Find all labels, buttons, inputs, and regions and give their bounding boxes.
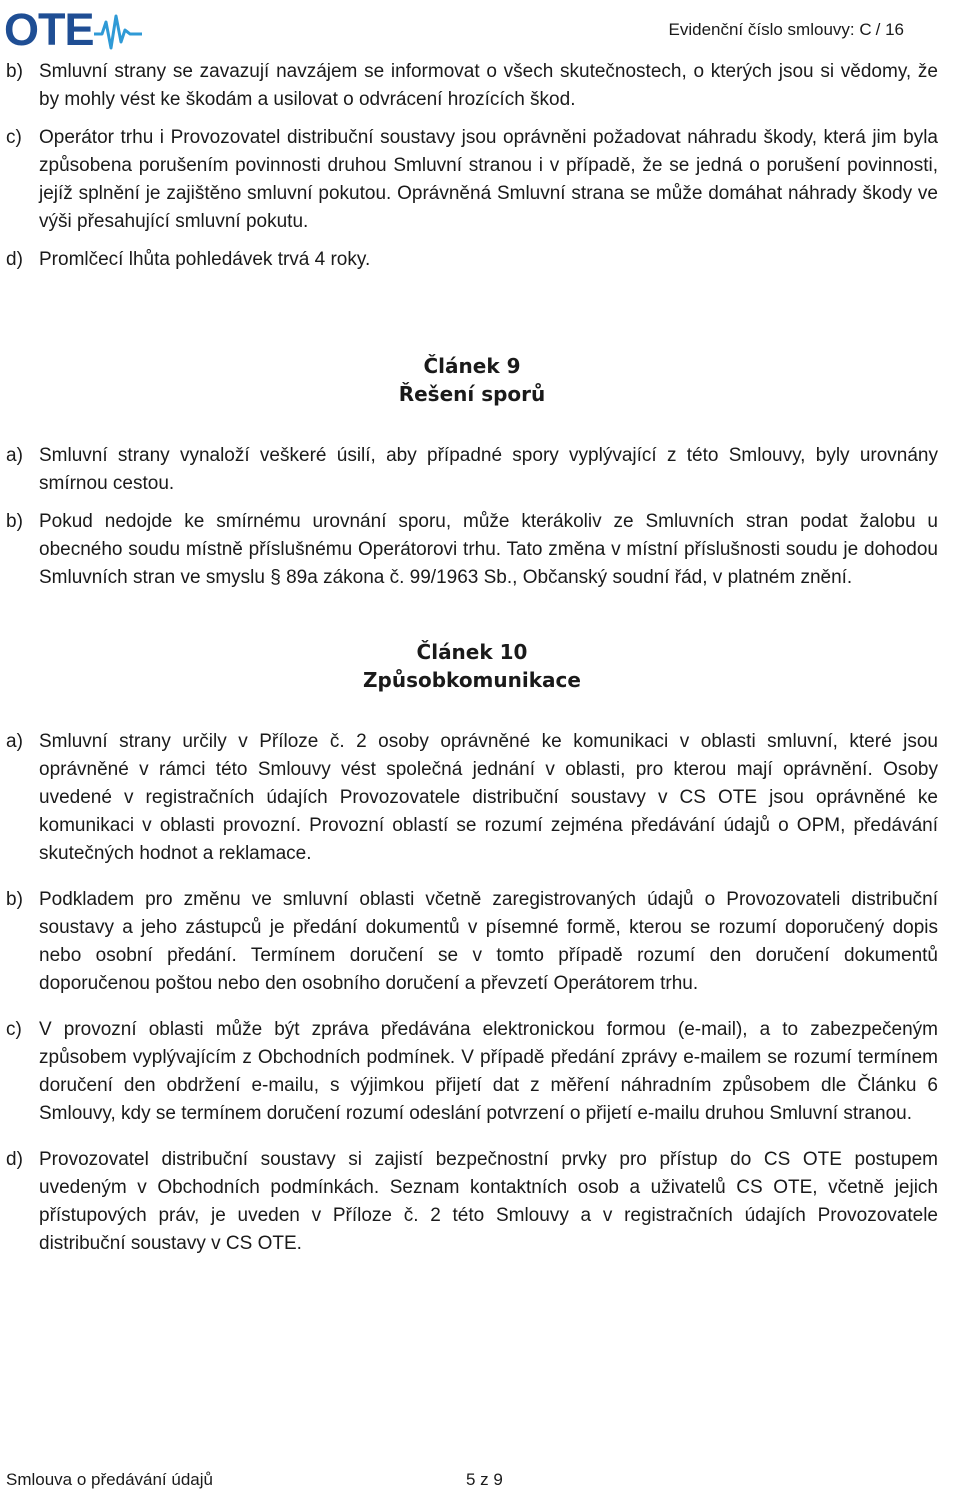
list-item-label: a): [6, 445, 23, 466]
document-body: [6, 58, 938, 1258]
contract-number-label: Evidenční číslo smlouvy: C: [668, 20, 872, 39]
list-item-text: Podkladem pro změnu ve smluvní oblasti včetně zaregistrovaných údajů o Provozovateli distribuční soustavy a jeho zástupců je předání dokumentů v písemné formě, kterou se rozumí doporučený dopis nebo osobní předání. Termínem doručení se v tomto případě rozumí den doručení dokumentů doporučenou poštou nebo den osobního doručení a převzetí Operátorem trhu.: [39, 889, 938, 994]
list-item-text: Smluvní strany se zavazují navzájem se informovat o všech skutečnostech, o kterých jsou si vědomy, že by mohly vést ke škodám a usilovat o odvrácení hrozících škod.: [39, 61, 938, 110]
page-header: [0, 0, 960, 56]
article-9-title: Řešení sporů: [398, 382, 546, 406]
article-10-title: Způsobkomunikace: [363, 668, 581, 692]
list-item: [6, 58, 938, 114]
list-item-text: Smluvní strany vynaloží veškeré úsilí, aby případné spory vyplývající z této Smlouvy, byly urovnány smírnou cestou.: [39, 445, 938, 494]
list-item-text: Pokud nedojde ke smírnému urovnání sporu, může kterákoliv ze Smluvních stran podat žalobu u obecného soudu místně příslušnému Operátorovi trhu. Tato změna v místní příslušnosti soudu je dohodou Smluvních stran ve smyslu § 89a zákona č. 99/1963 Sb., Občanský soudní řád, v platném znění.: [39, 511, 938, 588]
list-item-label: d): [6, 249, 23, 270]
list-item-text: V provozní oblasti může být zpráva předávána elektronickou formou (e-mail), a to zabezpečeným způsobem vyplývajícím z Obchodních podmínek. V případě předání zprávy e-mailem se rozumí termínem doručení den obdržení e-mailu, s výjimkou přijetí dat z měření náhradním způsobem dle Článku 6 Smlouvy, kdy se termínem doručení rozumí odeslání potvrzení o přijetí e-mailu druhou Smluvní stranou.: [39, 1019, 938, 1124]
list-item: [6, 124, 938, 236]
list-item-label: c): [6, 1019, 22, 1040]
footer-document-name: Smlouva o předávání údajů: [6, 1470, 213, 1489]
list-item-label: b): [6, 889, 23, 910]
logo-wave-icon: [94, 12, 142, 54]
logo-text: OTE: [4, 4, 94, 55]
article-10-number: Článek 10: [416, 640, 528, 664]
list-item: [6, 442, 938, 498]
list-item-text: Operátor trhu i Provozovatel distribuční soustavy jsou oprávněni požadovat náhradu škody, která jim byla způsobena porušením povinnosti druhou Smluvní stranou i v případě, že se jedná o porušení povinnosti, jejíž splnění je zajištěno smluvní pokutou. Oprávněná Smluvní strana se může domáhat náhrady škody ve výši přesahující smluvní pokutu.: [39, 127, 938, 232]
footer-page-number: 5 z 9: [466, 1470, 503, 1489]
list-item-text: Promlčecí lhůta pohledávek trvá 4 roky.: [39, 249, 371, 270]
article-9-number: Článek 9: [423, 354, 521, 378]
list-item-text: Smluvní strany určily v Příloze č. 2 osoby oprávněné ke komunikaci v oblasti smluvní, které jsou oprávněné v rámci této Smlouvy vést společná jednání v oblasti, pro kterou mají oprávnění. Osoby uvedené v registračních údajích Provozovatele distribuční soustavy v CS OTE jsou oprávněné ke komunikaci v oblasti provozní. Provozní oblastí se rozumí zejména předávání údajů o OPM, předávání skutečných hodnot a reklamace.: [39, 731, 938, 864]
list-item: [6, 246, 938, 274]
list-item: [6, 1016, 938, 1128]
list-item-text: Provozovatel distribuční soustavy si zajistí bezpečnostní prvky pro přístup do CS OTE postupem uvedeným v Obchodních podmínkách. Seznam kontaktních osob a uživatelů CS OTE, včetně jejich přístupových práv, je uveden v Příloze č. 2 této Smlouvy a v registračních údajích Provozovatele distribuční soustavy v CS OTE.: [39, 1149, 938, 1254]
list-item-label: b): [6, 511, 23, 532]
list-item-label: b): [6, 61, 23, 82]
list-item: [6, 728, 938, 868]
contract-number-value: / 16: [875, 20, 904, 39]
contract-number: [669, 20, 905, 40]
list-item: [6, 886, 938, 998]
list-item: [6, 508, 938, 592]
ote-logo: [4, 4, 144, 56]
list-item-label: c): [6, 127, 22, 148]
list-item-label: d): [6, 1149, 23, 1170]
list-item: [6, 1146, 938, 1258]
list-item-label: a): [6, 731, 23, 752]
